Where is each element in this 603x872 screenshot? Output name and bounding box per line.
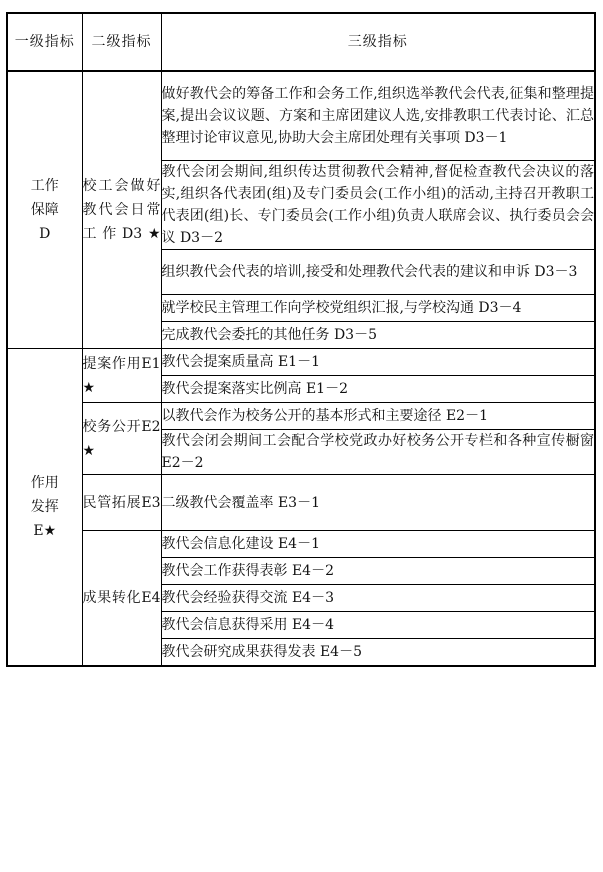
level3-cell: 教代会闭会期间,组织传达贯彻教代会精神,督促检查教代会决议的落实,组织各代表团(组)及专门委员会(工作小组)的活动,主持召开教职工代表团(组)长、专门委员会(工作小组)负责人联席会议、执行委员会会议 D3－2 [161, 161, 595, 250]
level3-cell: 教代会工作获得表彰 E4－2 [161, 558, 595, 585]
level2-cell-E2 [82, 403, 161, 475]
header-row [7, 13, 595, 71]
header-level3: 三级指标 [161, 13, 595, 71]
level3-cell: 以教代会作为校务公开的基本形式和主要途径 E2－1 [161, 403, 595, 430]
level2-cell-E1 [82, 349, 161, 403]
level3-cell: 教代会研究成果获得发表 E4－5 [161, 639, 595, 667]
header-level1: 一级指标 [7, 13, 82, 71]
level3-cell: 教代会提案落实比例高 E1－2 [161, 376, 595, 403]
level3-cell: 教代会信息化建设 E4－1 [161, 531, 595, 558]
level2-label: 民管拓展E3 [82, 494, 161, 511]
level2-label: 校工会做好教代会日常工作D3★ [82, 178, 161, 242]
level3-cell: 二级教代会覆盖率 E3－1 [161, 475, 595, 531]
level2-label: 成果转化E4 [82, 590, 161, 606]
level3-cell: 教代会提案质量高 E1－1 [161, 349, 595, 376]
level3-cell: 教代会经验获得交流 E4－3 [161, 585, 595, 612]
level1-cell-E [7, 349, 82, 667]
header-level2: 二级指标 [82, 13, 161, 71]
table-row [7, 531, 595, 558]
table-row [7, 403, 595, 430]
table-row [7, 349, 595, 376]
table-row [7, 71, 595, 161]
level3-cell: 就学校民主管理工作向学校党组织汇报,与学校沟通 D3－4 [161, 295, 595, 322]
level3-cell: 教代会信息获得采用 E4－4 [161, 612, 595, 639]
level2-cell-E3 [82, 475, 161, 531]
level2-cell-D3 [82, 71, 161, 349]
level1-label: 作用发挥E★ [30, 475, 59, 539]
level2-cell-E4 [82, 531, 161, 667]
level2-label: 提案作用E1★ [82, 355, 161, 396]
level2-label: 校务公开E2★ [82, 418, 161, 459]
level1-cell-D [7, 71, 82, 349]
level3-cell: 做好教代会的筹备工作和会务工作,组织选举教代会代表,征集和整理提案,提出会议议题、方案和主席团建议人选,安排教职工代表讨论、汇总整理讨论审议意见,协助大会主席团处理有关事项 D3－1 [161, 71, 595, 161]
level3-cell: 教代会闭会期间工会配合学校党政办好校务公开专栏和各种宣传橱窗 E2－2 [161, 430, 595, 475]
level3-cell: 完成教代会委托的其他任务 D3－5 [161, 322, 595, 349]
level3-cell: 组织教代会代表的培训,接受和处理教代会代表的建议和申诉 D3－3 [161, 250, 595, 295]
indicator-table [6, 12, 596, 667]
level1-label: 工作保障D [30, 178, 59, 242]
table-row [7, 475, 595, 531]
